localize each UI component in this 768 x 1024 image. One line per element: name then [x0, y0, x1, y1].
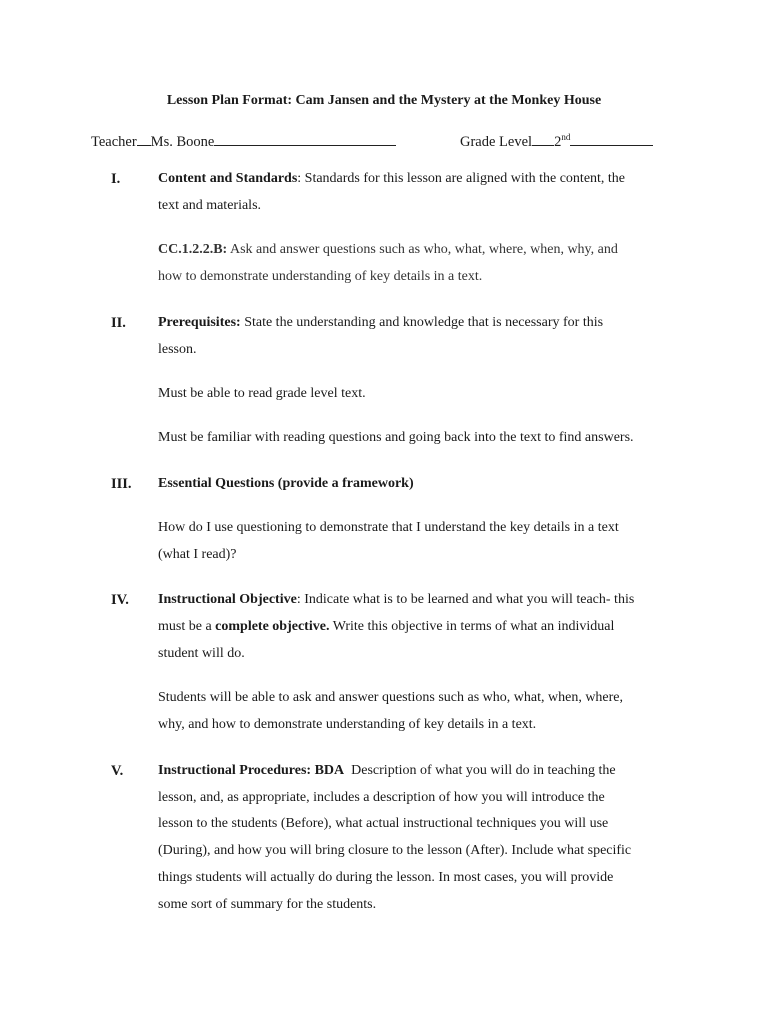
grade-suffix: nd: [561, 132, 571, 143]
standard-line-2: how to demonstrate understanding of key details in a text.: [158, 269, 483, 284]
section-5-line-3: lesson to the students (Before), what actual instructional techniques you will use: [158, 816, 609, 831]
grade-level-line: [460, 131, 653, 151]
blank-line: [137, 131, 151, 146]
section-2-line-1: [158, 315, 603, 331]
section-4-line-1: [158, 592, 634, 608]
section-heading: Essential Questions (provide a framework): [158, 476, 414, 491]
section-text: Write this objective in terms of what an individual: [329, 619, 615, 634]
section-number: IV.: [111, 592, 129, 608]
section-2-line-2: lesson.: [158, 342, 197, 357]
section-heading: Prerequisites:: [158, 315, 241, 330]
objective-line-1: Students will be able to ask and answer questions such as who, what, when, where,: [158, 690, 624, 705]
standard-line-1: [158, 242, 618, 258]
section-4-line-3: student will do.: [158, 646, 245, 661]
prerequisite-1: Must be able to read grade level text.: [158, 386, 366, 401]
section-number: V.: [111, 763, 124, 779]
essential-question-line-2: (what I read)?: [158, 547, 237, 562]
emphasis-text: complete objective.: [215, 619, 330, 634]
section-text: must be a: [158, 619, 216, 634]
teacher-line: [91, 131, 396, 151]
section-heading: Instructional Procedures: BDA: [158, 763, 345, 778]
prerequisite-2: Must be familiar with reading questions and going back into the text to find answers.: [158, 430, 634, 445]
section-1-line-1: [158, 171, 625, 187]
section-5-line-4: (During), and how you will bring closure to the lesson (After). Include what specific: [158, 843, 632, 858]
section-text: : Standards for this lesson are aligned with the content, the: [297, 171, 626, 186]
section-5-line-6: some sort of summary for the students.: [158, 897, 377, 912]
section-4-line-2: [158, 619, 614, 635]
section-number: III.: [111, 476, 132, 492]
objective-line-2: why, and how to demonstrate understanding of key details in a text.: [158, 717, 537, 732]
blank-line: [532, 131, 554, 146]
section-5-line-1: [158, 763, 616, 779]
section-text: Description of what you will do in teaching the: [344, 763, 616, 778]
blank-line: [570, 131, 653, 146]
section-number: II.: [111, 315, 126, 331]
section-5-line-5: things students will actually do during the lesson. In most cases, you will provide: [158, 870, 614, 885]
standard-code: CC.1.2.2.B:: [158, 242, 228, 257]
essential-question-line-1: How do I use questioning to demonstrate that I understand the key details in a text: [158, 520, 619, 535]
section-number: I.: [111, 171, 121, 187]
section-text: : Indicate what is to be learned and what you will teach- this: [296, 592, 635, 607]
teacher-label: Teacher: [91, 134, 137, 150]
teacher-name: Ms. Boone: [150, 134, 215, 150]
document-title: Lesson Plan Format: Cam Jansen and the Mystery at the Monkey House: [166, 93, 602, 108]
section-heading: Instructional Objective: [158, 592, 297, 607]
section-text: State the understanding and knowledge that is necessary for this: [240, 315, 604, 330]
grade-label: Grade Level: [460, 134, 533, 150]
section-5-line-2: lesson, and, as appropriate, includes a description of how you will introduce the: [158, 790, 605, 805]
section-heading: Content and Standards: [158, 171, 298, 186]
blank-line: [214, 131, 396, 146]
standard-text: Ask and answer questions such as who, what, where, when, why, and: [227, 242, 618, 257]
section-1-line-2: text and materials.: [158, 198, 262, 213]
grade-value: 2: [554, 134, 562, 150]
